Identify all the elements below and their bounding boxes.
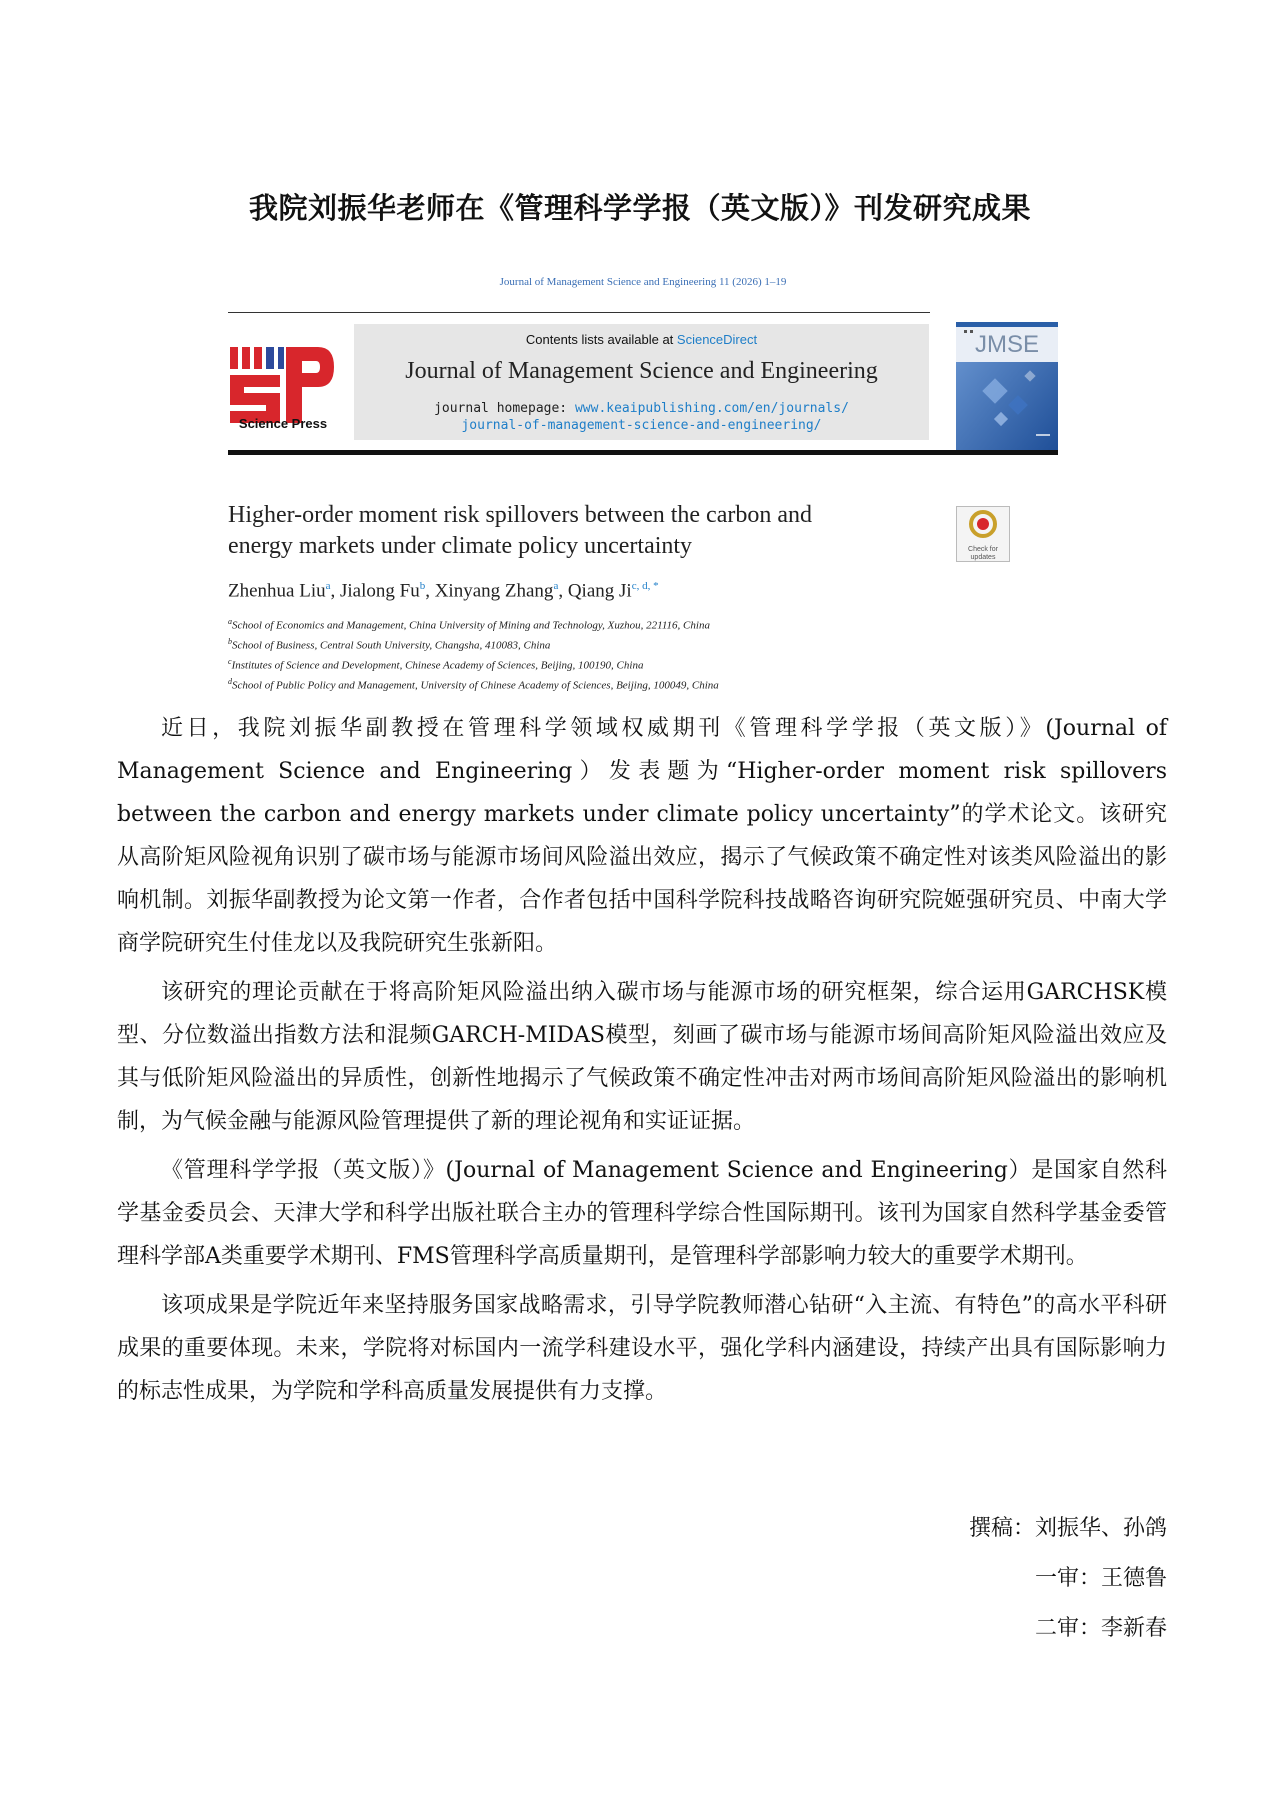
author-name: Zhenhua Liu — [228, 580, 326, 602]
journal-citation: Journal of Management Science and Engineering 11 (2026) 1–19 — [499, 276, 787, 288]
article-header-image — [228, 272, 1058, 692]
affiliation-mark: d — [228, 677, 232, 687]
affiliation-mark: a — [228, 617, 232, 626]
journal-homepage — [354, 400, 929, 434]
affiliation-item — [228, 614, 719, 634]
cover-title: JMSE — [974, 331, 1040, 358]
article-title-line-1: Higher-order moment risk spillovers between the carbon and — [228, 502, 813, 528]
author-list — [228, 580, 659, 602]
journal-cover-image — [956, 322, 1058, 450]
body-paragraph: 该项成果是学院近年来坚持服务国家战略需求，引导学院教师潜心钻研“入主流、有特色”的高水平科研成果的重要体现。未来，学院将对标国内一流学科建设水平，强化学科内涵建设，持续产出具有国际影响力的标志性成果，为学院和学科高质量发展提供有力支撑。 — [117, 1293, 1167, 1404]
affiliation-item — [228, 654, 719, 674]
affiliation-text: School of Public Policy and Management, University of Chinese Academy of Sciences, Beijing, 100049, China — [232, 680, 719, 693]
article-title-line-2: energy markets under climate policy uncertainty — [228, 533, 693, 559]
homepage-label: journal homepage: — [434, 401, 575, 416]
check-updates-line-1: Check for — [968, 546, 998, 553]
contents-prefix: Contents lists available at — [525, 332, 677, 347]
publisher-name: Science Press — [238, 416, 328, 431]
page-title: 我院刘振华老师在《管理科学学报（英文版）》刊发研究成果 — [248, 191, 1031, 225]
journal-name: Journal of Management Science and Engineering — [405, 358, 878, 384]
affiliation-item — [228, 674, 719, 694]
author-name: Qiang Ji — [567, 580, 632, 602]
affiliation-mark: b — [228, 637, 232, 647]
body-paragraph: 《管理科学学报（英文版）》(Journal of Management Science and Engineering）是国家自然科学基金委员会、天津大学和科学出版社联合主办的管理科学综合性国际期刊。该刊为国家自然科学基金委管理科学部A类重要学术期刊、FMS管理科学高质量期刊，是管理科学部影响力较大的重要学术期刊。 — [117, 1158, 1167, 1269]
check-updates-line-2: updates — [970, 554, 996, 561]
affiliation-text: School of Business, Central South University, Changsha, 410083, China — [232, 639, 551, 652]
header-rule — [228, 312, 930, 313]
affiliation-text: School of Economics and Management, China University of Mining and Technology, Xuzhou, 221116, China — [232, 619, 710, 632]
affiliation-text: Institutes of Science and Development, Chinese Academy of Sciences, Beijing, 100190, China — [231, 659, 644, 672]
author-separator: , — [330, 580, 340, 602]
sciencedirect-link: ScienceDirect — [676, 332, 758, 347]
author-affiliation-mark: a — [553, 580, 559, 592]
article-body — [117, 707, 1167, 1419]
author-separator: , — [425, 580, 435, 602]
credit-reviewer-1: 一审：王德鲁 — [1034, 1566, 1167, 1591]
author-separator: , — [558, 580, 568, 602]
journal-banner — [354, 324, 929, 440]
credit-writer: 撰稿：刘振华、孙鸽 — [968, 1516, 1167, 1541]
body-paragraph: 近日，我院刘振华副教授在管理科学领域权威期刊《管理科学学报（英文版）》(Journal of Management Science and Engineering）发表题为“Higher-order moment risk spillovers between the carbon and energy markets under climate policy uncertainty”的学术论文。该研究从高阶矩风险视角识别了碳市场与能源市场间风险溢出效应，揭示了气候政策不确定性对该类风险溢出的影响机制。刘振华副教授为论文第一作者，合作者包括中国科学院科技战略咨询研究院姬强研究员、中南大学商学院研究生付佳龙以及我院研究生张新阳。 — [117, 716, 1167, 956]
author-name: Jialong Fu — [340, 580, 420, 602]
author-affiliation-mark: b — [419, 580, 426, 592]
check-updates-icon — [957, 507, 1009, 541]
affiliation-mark: c — [228, 657, 232, 667]
homepage-url-1: www.keaipublishing.com/en/journals/ — [574, 401, 849, 416]
author-name: Xinyang Zhang — [434, 580, 554, 602]
affiliation-list — [228, 614, 719, 695]
body-paragraph: 该研究的理论贡献在于将高阶矩风险溢出纳入碳市场与能源市场的研究框架，综合运用GARCHSK模型、分位数溢出指数方法和混频GARCH-MIDAS模型，刻画了碳市场与能源市场间高阶矩风险溢出效应及其与低阶矩风险溢出的异质性，创新性地揭示了气候政策不确定性冲击对两市场间高阶矩风险溢出的影响机制，为气候金融与能源风险管理提供了新的理论视角和实证证据。 — [117, 980, 1167, 1134]
contents-line — [354, 332, 929, 347]
article-title — [228, 500, 948, 562]
credit-reviewer-2: 二审：李新春 — [1034, 1616, 1167, 1641]
author-affiliation-mark: a — [325, 580, 331, 592]
header-thick-rule — [228, 450, 1058, 455]
credits — [969, 1504, 1167, 1654]
author-affiliation-mark: c, d, * — [631, 580, 659, 592]
homepage-url-2: journal-of-management-science-and-engineering/ — [461, 418, 822, 433]
check-for-updates-badge — [956, 506, 1010, 562]
affiliation-item — [228, 634, 719, 654]
